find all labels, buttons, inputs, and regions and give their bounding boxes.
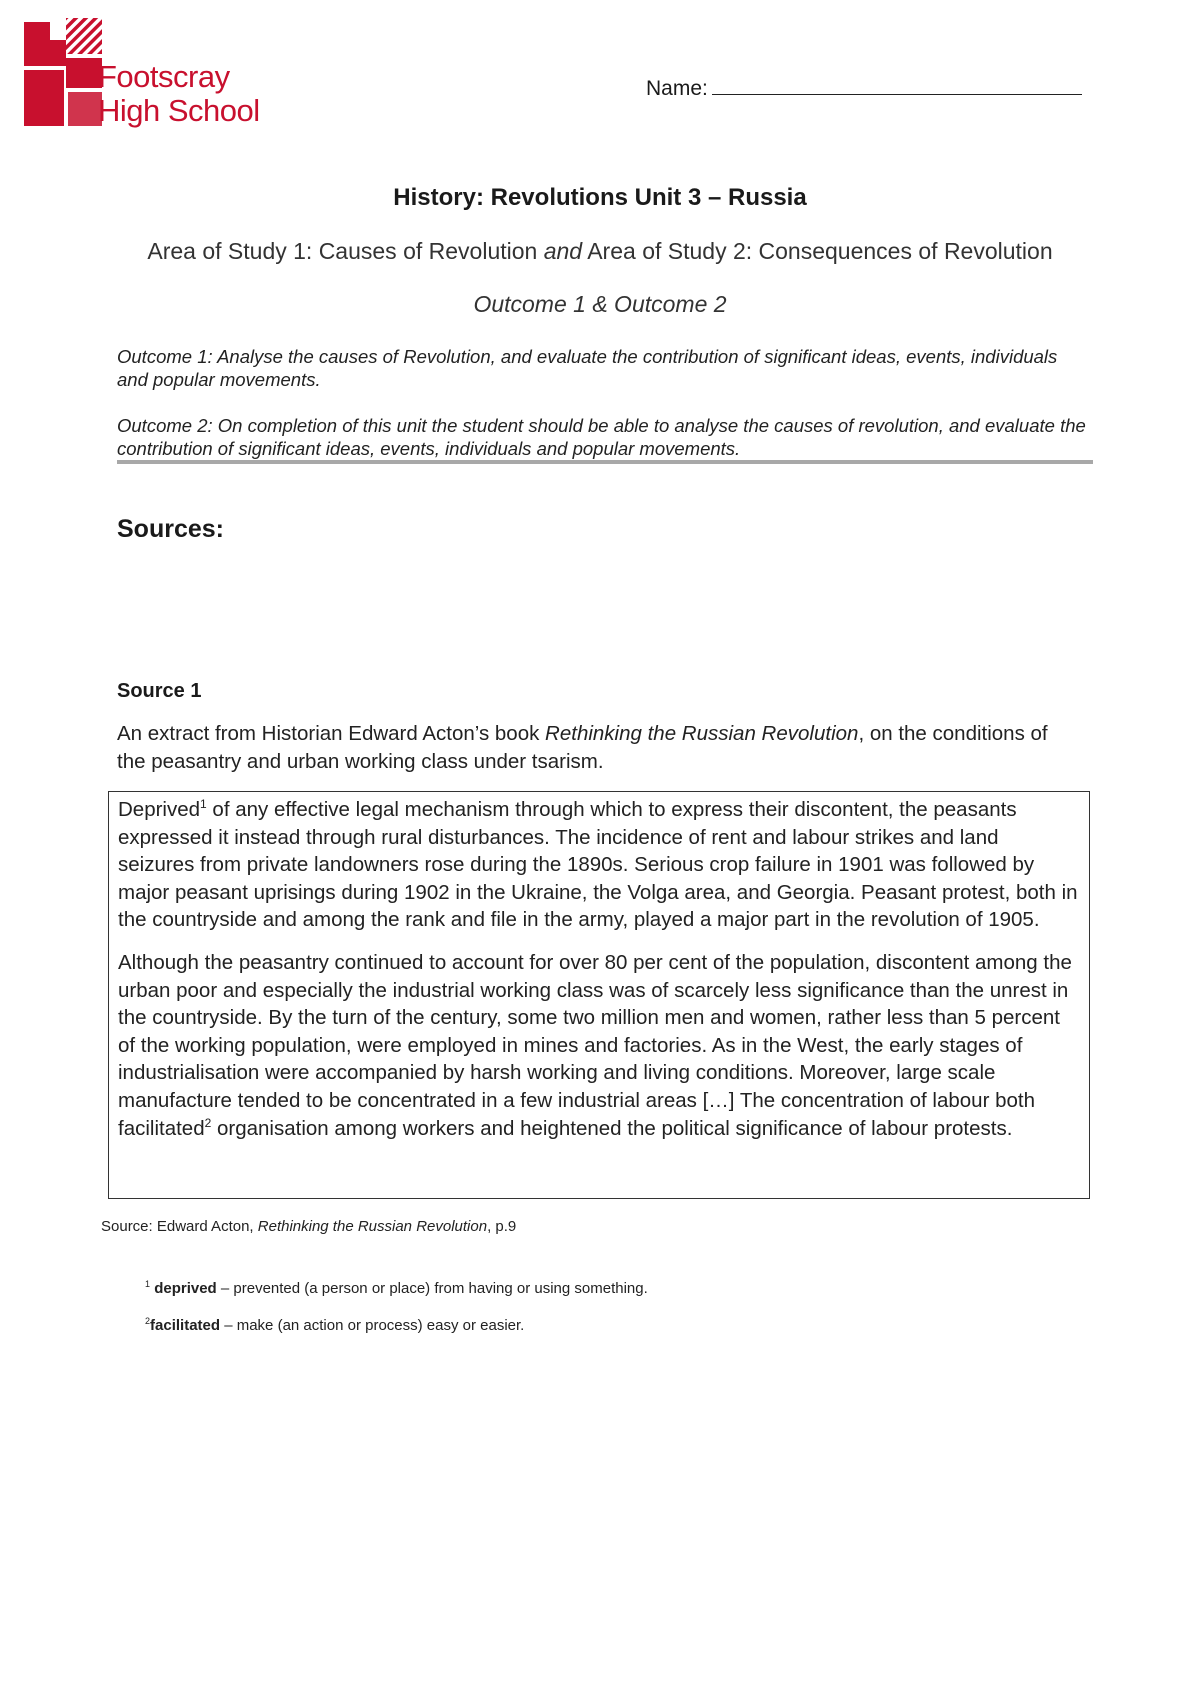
source-1-intro (117, 720, 1077, 776)
footnote-2-definition: – make (an action or process) easy or easier. (220, 1317, 525, 1334)
citation-book-title: Rethinking the Russian Revolution (257, 1218, 488, 1235)
area-part-2: Area of Study 2: Consequences of Revolution (582, 238, 1053, 264)
footnote-2-term: facilitated (150, 1317, 221, 1334)
name-label: Name: (646, 77, 708, 100)
school-name (98, 60, 260, 128)
intro-text-before: An extract from Historian Edward Acton’s book (117, 722, 546, 745)
footnote-1-definition: – prevented (a person or place) from having or using something. (216, 1280, 648, 1297)
footnote-facilitated (145, 1316, 524, 1334)
area-of-study (0, 238, 1200, 265)
divider (117, 460, 1093, 464)
extract-paragraph-2 (118, 949, 1080, 1142)
page-title: History: Revolutions Unit 3 – Russia (393, 184, 807, 211)
extract-p1-text: of any effective legal mechanism through which to express their discontent, the peasants expressed it instead through rural disturbances. The incidence of rent and labour strikes and land seizures from private landowners rose during the 1890s. Serious crop failure in 1901 was followed by major peasant uprisings during 1902 in the Ukraine, the Volga area, and Georgia. Peasant protest, both in the countryside and among the rank and file in the army, played a major part in the revolution of 1905. (118, 798, 1078, 932)
extract-p2-text-after: organisation among workers and heightened the political significance of labour protests. (211, 1116, 1013, 1140)
intro-text-after: , on the conditions of the peasantry and urban working class under tsarism. (117, 722, 1048, 773)
source-1-title: Source 1 (117, 680, 202, 702)
extract-word-deprived: Deprived (118, 798, 201, 821)
footnote-ref-2: 2 (204, 1115, 212, 1130)
footnote-deprived (145, 1279, 648, 1297)
school-name-line-2: High School (98, 93, 260, 128)
intro-book-title: Rethinking the Russian Revolution (545, 722, 859, 745)
footnote-1-mark: 1 (145, 1279, 151, 1289)
cross-logo-icon (24, 18, 104, 130)
source-citation (101, 1218, 516, 1235)
name-blank-line[interactable] (712, 76, 1082, 95)
citation-before: Source: Edward Acton, (101, 1218, 258, 1235)
school-name-line-1: Footscray (98, 59, 230, 94)
extract-p2-text-before: Although the peasantry continued to account for over 80 per cent of the population, discontent among the urban poor and especially the industrial working class was of scarcely less significance than the unrest in the countryside. By the turn of the century, some two million men and women, rather less than 5 percent of the working population, were employed in mines and factories. As in the West, the early stages of industrialisation were accompanied by harsh working and living conditions. Moreover, large scale manufacture tended to be concentrated in a few industrial areas […] The concentration of labour both facilitated (118, 950, 1072, 1140)
sources-heading: Sources: (117, 515, 224, 543)
footnote-ref-1: 1 (200, 797, 207, 812)
school-logo (24, 18, 284, 130)
outcomes-heading: Outcome 1 & Outcome 2 (473, 291, 727, 317)
source-1-extract (108, 791, 1090, 1199)
outcome-2: Outcome 2: On completion of this unit the student should be able to analyse the causes of revolution, and evaluate the contribution of significant ideas, events, individuals and popular movements. (117, 415, 1086, 459)
name-field[interactable] (646, 76, 1082, 101)
area-connector: and (543, 238, 583, 264)
footnote-1-term: deprived (154, 1280, 217, 1297)
outcome-1: Outcome 1: Analyse the causes of Revolution, and evaluate the contribution of significant ideas, events, individuals and popular movements. (117, 346, 1058, 390)
footnote-2-mark: 2 (145, 1316, 151, 1326)
extract-paragraph-1 (118, 796, 1080, 934)
citation-after: , p.9 (487, 1218, 517, 1235)
area-part-1: Area of Study 1: Causes of Revolution (147, 238, 544, 264)
